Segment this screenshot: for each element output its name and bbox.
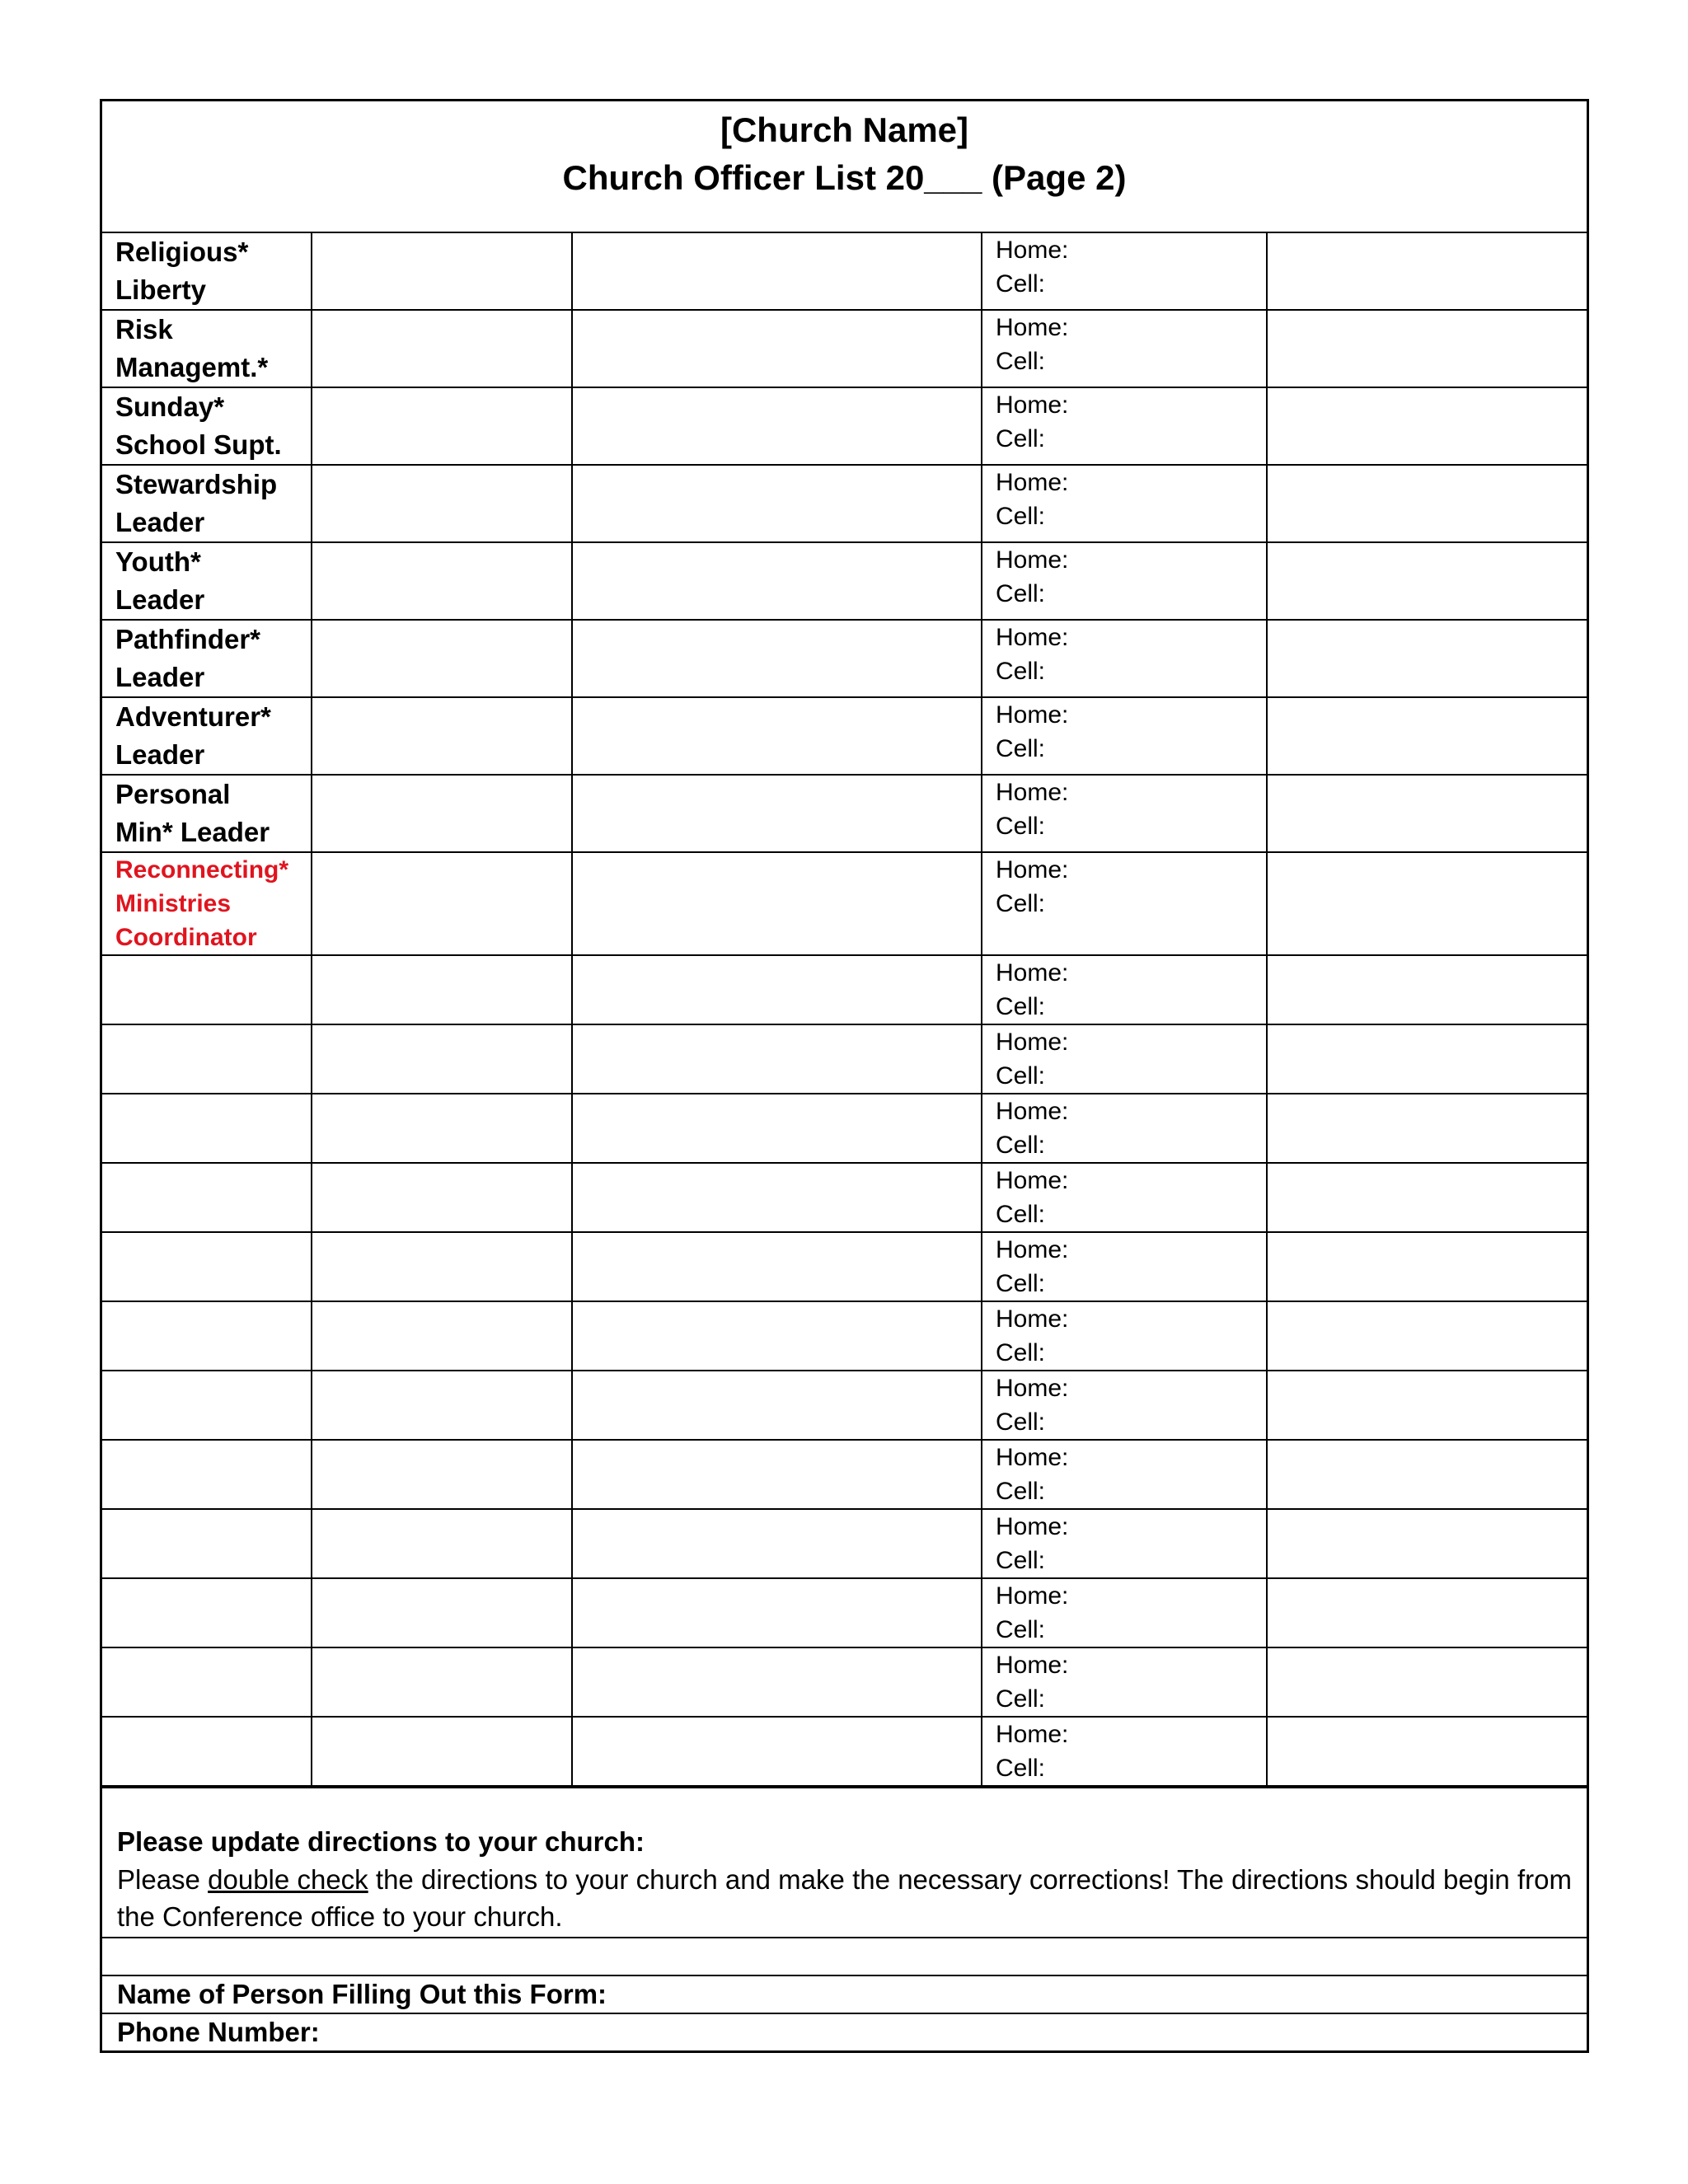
cell-phone-label: Cell: — [996, 658, 1046, 685]
role-label-line3: Coordinator — [115, 924, 257, 951]
email-cell[interactable] — [1267, 1094, 1587, 1163]
name-cell[interactable] — [312, 697, 572, 775]
role-cell — [102, 465, 312, 542]
name-cell[interactable] — [312, 1509, 572, 1578]
officer-row — [102, 852, 1587, 955]
phone-cell[interactable] — [982, 542, 1267, 620]
address-cell[interactable] — [572, 852, 982, 955]
name-cell[interactable] — [312, 1301, 572, 1371]
role-cell[interactable] — [102, 1440, 312, 1509]
cell-phone-label: Cell: — [996, 1547, 1046, 1574]
email-cell[interactable] — [1267, 620, 1587, 697]
home-phone-label: Home: — [996, 1305, 1069, 1333]
name-cell[interactable] — [312, 620, 572, 697]
email-cell[interactable] — [1267, 1024, 1587, 1094]
phone-cell[interactable] — [982, 955, 1267, 1024]
home-phone-label: Home: — [996, 469, 1069, 496]
officer-row — [102, 1509, 1587, 1578]
role-cell — [102, 233, 312, 310]
role-label-line2: Managemt.* — [115, 352, 269, 382]
phone-cell[interactable] — [982, 465, 1267, 542]
address-cell[interactable] — [572, 1371, 982, 1440]
email-cell[interactable] — [1267, 1232, 1587, 1301]
role-cell — [102, 387, 312, 465]
home-phone-label: Home: — [996, 1236, 1069, 1263]
name-cell[interactable] — [312, 1024, 572, 1094]
role-label-line1: Adventurer* — [115, 701, 271, 732]
role-label-line2: Leader — [115, 507, 205, 537]
cell-phone-label: Cell: — [996, 270, 1046, 298]
officer-row — [102, 542, 1587, 620]
phone-cell[interactable] — [982, 1647, 1267, 1717]
phone-cell[interactable] — [982, 1509, 1267, 1578]
role-label-line2: School Supt. — [115, 429, 282, 460]
form-filler-phone-field[interactable]: Phone Number: — [102, 2013, 1587, 2050]
address-cell[interactable] — [572, 620, 982, 697]
address-cell[interactable] — [572, 955, 982, 1024]
home-phone-label: Home: — [996, 856, 1069, 883]
phone-cell[interactable] — [982, 1440, 1267, 1509]
role-cell — [102, 775, 312, 852]
role-label-line1: Religious* — [115, 237, 249, 267]
role-label-line2: Leader — [115, 739, 205, 770]
name-cell[interactable] — [312, 852, 572, 955]
home-phone-label: Home: — [996, 1167, 1069, 1194]
form-header — [102, 101, 1587, 233]
cell-phone-label: Cell: — [996, 1478, 1046, 1505]
name-cell[interactable] — [312, 1717, 572, 1786]
role-cell — [102, 697, 312, 775]
phone-cell[interactable] — [982, 697, 1267, 775]
phone-cell[interactable] — [982, 310, 1267, 387]
phone-cell[interactable] — [982, 387, 1267, 465]
email-cell[interactable] — [1267, 542, 1587, 620]
cell-phone-label: Cell: — [996, 1616, 1046, 1643]
email-cell[interactable] — [1267, 1440, 1587, 1509]
role-cell[interactable] — [102, 955, 312, 1024]
phone-cell[interactable] — [982, 1232, 1267, 1301]
officer-row — [102, 1717, 1587, 1786]
role-cell — [102, 310, 312, 387]
home-phone-label: Home: — [996, 1652, 1069, 1679]
officer-row — [102, 1371, 1587, 1440]
role-cell[interactable] — [102, 1509, 312, 1578]
blank-entry-line[interactable] — [102, 1937, 1587, 1975]
officer-table — [102, 233, 1587, 1787]
role-cell — [102, 542, 312, 620]
officer-row — [102, 387, 1587, 465]
cell-phone-label: Cell: — [996, 1270, 1046, 1297]
role-label-line1: Reconnecting* — [115, 856, 289, 883]
email-cell[interactable] — [1267, 233, 1587, 310]
role-cell[interactable] — [102, 1578, 312, 1647]
officer-row — [102, 697, 1587, 775]
home-phone-label: Home: — [996, 1375, 1069, 1402]
address-cell[interactable] — [572, 1024, 982, 1094]
cell-phone-label: Cell: — [996, 813, 1046, 840]
officer-list-form — [100, 99, 1589, 2053]
address-cell[interactable] — [572, 387, 982, 465]
role-cell[interactable] — [102, 1647, 312, 1717]
name-cell[interactable] — [312, 387, 572, 465]
address-cell[interactable] — [572, 1440, 982, 1509]
form-filler-name-field[interactable]: Name of Person Filling Out this Form: — [102, 1975, 1587, 2013]
role-label-line1: Sunday* — [115, 391, 225, 422]
address-cell[interactable] — [572, 542, 982, 620]
phone-cell[interactable] — [982, 1717, 1267, 1786]
email-cell[interactable] — [1267, 1371, 1587, 1440]
name-cell[interactable] — [312, 310, 572, 387]
email-cell[interactable] — [1267, 1301, 1587, 1371]
officer-row — [102, 233, 1587, 310]
home-phone-label: Home: — [996, 1721, 1069, 1748]
cell-phone-label: Cell: — [996, 1408, 1046, 1436]
name-cell[interactable] — [312, 1440, 572, 1509]
phone-cell[interactable] — [982, 620, 1267, 697]
address-cell[interactable] — [572, 1094, 982, 1163]
officer-row — [102, 1647, 1587, 1717]
home-phone-label: Home: — [996, 237, 1069, 264]
role-cell[interactable] — [102, 1094, 312, 1163]
phone-cell[interactable] — [982, 1371, 1267, 1440]
name-cell[interactable] — [312, 1163, 572, 1232]
home-phone-label: Home: — [996, 1582, 1069, 1610]
role-label-line1: Personal — [115, 779, 231, 809]
address-cell[interactable] — [572, 1301, 982, 1371]
home-phone-label: Home: — [996, 391, 1069, 419]
role-cell — [102, 620, 312, 697]
officer-row — [102, 1301, 1587, 1371]
home-phone-label: Home: — [996, 1444, 1069, 1471]
email-cell[interactable] — [1267, 310, 1587, 387]
officer-row — [102, 465, 1587, 542]
email-cell[interactable] — [1267, 1647, 1587, 1717]
cell-phone-label: Cell: — [996, 735, 1046, 762]
list-title: Church Officer List 20___ (Page 2) — [562, 158, 1127, 197]
cell-phone-label: Cell: — [996, 993, 1046, 1020]
role-cell[interactable] — [102, 1371, 312, 1440]
name-cell[interactable] — [312, 955, 572, 1024]
role-label-line1: Stewardship — [115, 469, 278, 499]
address-cell[interactable] — [572, 1163, 982, 1232]
email-cell[interactable] — [1267, 1578, 1587, 1647]
officer-row — [102, 310, 1587, 387]
address-cell[interactable] — [572, 310, 982, 387]
name-cell[interactable] — [312, 1578, 572, 1647]
cell-phone-label: Cell: — [996, 890, 1046, 917]
cell-phone-label: Cell: — [996, 1685, 1046, 1713]
phone-cell[interactable] — [982, 1301, 1267, 1371]
directions-title: Please update directions to your church: — [117, 1826, 645, 1857]
home-phone-label: Home: — [996, 1513, 1069, 1540]
officer-row — [102, 1024, 1587, 1094]
directions-text: Please double check the directions to your church and make the necessary corrections! The directions should begin from the Conference office to your church. — [117, 1864, 1572, 1932]
role-cell[interactable] — [102, 1301, 312, 1371]
role-label-line2: Leader — [115, 662, 205, 692]
home-phone-label: Home: — [996, 546, 1069, 574]
phone-cell[interactable] — [982, 233, 1267, 310]
name-cell[interactable] — [312, 542, 572, 620]
email-cell[interactable] — [1267, 387, 1587, 465]
directions-section — [102, 1787, 1587, 1937]
address-cell[interactable] — [572, 465, 982, 542]
name-cell[interactable] — [312, 1371, 572, 1440]
name-cell[interactable] — [312, 775, 572, 852]
email-cell[interactable] — [1267, 697, 1587, 775]
email-cell[interactable] — [1267, 1717, 1587, 1786]
address-cell[interactable] — [572, 697, 982, 775]
role-label-line2: Min* Leader — [115, 817, 270, 847]
cell-phone-label: Cell: — [996, 1201, 1046, 1228]
name-cell[interactable] — [312, 465, 572, 542]
email-cell[interactable] — [1267, 852, 1587, 955]
address-cell[interactable] — [572, 233, 982, 310]
role-label-line2: Liberty — [115, 274, 207, 305]
cell-phone-label: Cell: — [996, 348, 1046, 375]
home-phone-label: Home: — [996, 314, 1069, 341]
double-check-emphasis: double check — [208, 1864, 368, 1895]
officer-row — [102, 1440, 1587, 1509]
name-cell[interactable] — [312, 233, 572, 310]
address-cell[interactable] — [572, 1232, 982, 1301]
cell-phone-label: Cell: — [996, 580, 1046, 607]
cell-phone-label: Cell: — [996, 503, 1046, 530]
address-cell[interactable] — [572, 1647, 982, 1717]
role-cell[interactable] — [102, 1024, 312, 1094]
address-cell[interactable] — [572, 1717, 982, 1786]
cell-phone-label: Cell: — [996, 1755, 1046, 1782]
home-phone-label: Home: — [996, 1098, 1069, 1125]
phone-cell[interactable] — [982, 852, 1267, 955]
address-cell[interactable] — [572, 1578, 982, 1647]
home-phone-label: Home: — [996, 624, 1069, 651]
home-phone-label: Home: — [996, 779, 1069, 806]
home-phone-label: Home: — [996, 701, 1069, 729]
name-cell[interactable] — [312, 1232, 572, 1301]
church-name: [Church Name] — [720, 110, 969, 149]
role-cell[interactable] — [102, 1232, 312, 1301]
officer-row — [102, 1232, 1587, 1301]
role-label-line2: Ministries — [115, 890, 232, 917]
officer-row — [102, 775, 1587, 852]
role-label-line1: Pathfinder* — [115, 624, 261, 654]
cell-phone-label: Cell: — [996, 1062, 1046, 1090]
role-label-line1: Youth* — [115, 546, 201, 577]
email-cell[interactable] — [1267, 775, 1587, 852]
email-cell[interactable] — [1267, 955, 1587, 1024]
officer-row — [102, 620, 1587, 697]
phone-cell[interactable] — [982, 1578, 1267, 1647]
cell-phone-label: Cell: — [996, 1339, 1046, 1366]
phone-cell[interactable] — [982, 775, 1267, 852]
role-cell[interactable] — [102, 1163, 312, 1232]
role-cell[interactable] — [102, 1717, 312, 1786]
officer-row — [102, 1094, 1587, 1163]
email-cell[interactable] — [1267, 465, 1587, 542]
email-cell[interactable] — [1267, 1509, 1587, 1578]
officer-row — [102, 955, 1587, 1024]
cell-phone-label: Cell: — [996, 1132, 1046, 1159]
role-label-line2: Leader — [115, 584, 205, 615]
phone-cell[interactable] — [982, 1094, 1267, 1163]
address-cell[interactable] — [572, 775, 982, 852]
role-cell — [102, 852, 312, 955]
officer-row — [102, 1163, 1587, 1232]
phone-cell[interactable] — [982, 1024, 1267, 1094]
officer-row — [102, 1578, 1587, 1647]
role-label-line1: Risk — [115, 314, 173, 344]
name-cell[interactable] — [312, 1094, 572, 1163]
cell-phone-label: Cell: — [996, 425, 1046, 452]
address-cell[interactable] — [572, 1509, 982, 1578]
email-cell[interactable] — [1267, 1163, 1587, 1232]
home-phone-label: Home: — [996, 1029, 1069, 1056]
home-phone-label: Home: — [996, 959, 1069, 987]
name-cell[interactable] — [312, 1647, 572, 1717]
phone-cell[interactable] — [982, 1163, 1267, 1232]
